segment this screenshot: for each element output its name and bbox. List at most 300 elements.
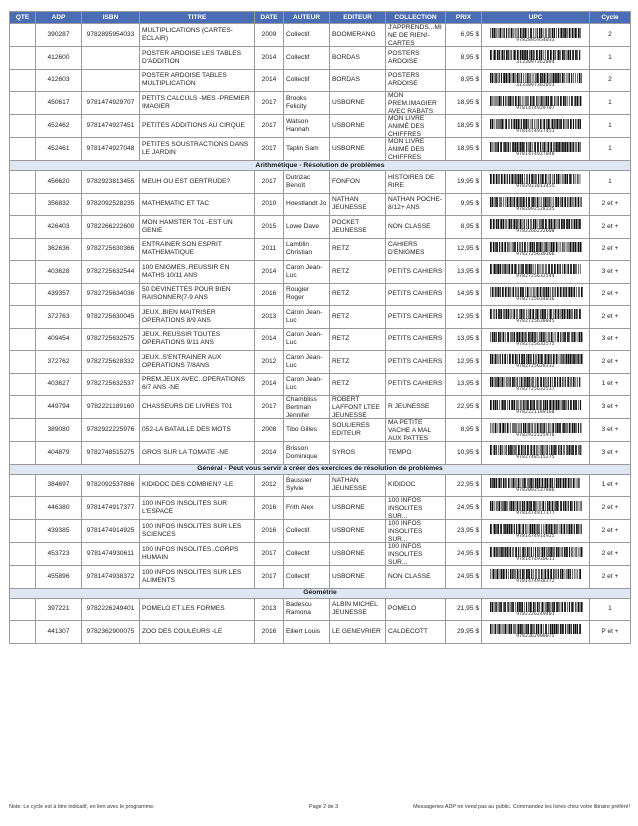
upc-cell bbox=[482, 92, 590, 115]
publisher-cell bbox=[330, 306, 386, 329]
title-cell bbox=[140, 115, 255, 138]
adp-cell: 404879 bbox=[36, 442, 82, 465]
date-cell: 2013 bbox=[255, 598, 284, 621]
table-row bbox=[10, 238, 631, 261]
section-row bbox=[10, 464, 631, 474]
barcode-number: 9782748515275 bbox=[516, 455, 555, 461]
barcode bbox=[484, 73, 587, 88]
qty-cell bbox=[10, 115, 36, 138]
isbn-cell: 9782725628332 bbox=[82, 351, 140, 374]
table-row bbox=[10, 520, 631, 543]
title-text: 100 INFOS INSOLITES SUR L'ESPACE bbox=[142, 500, 228, 515]
date-cell: 2016 bbox=[255, 283, 284, 306]
publisher-cell bbox=[330, 171, 386, 194]
adp-cell: 372762 bbox=[36, 351, 82, 374]
barcode-number: 9782266222600 bbox=[516, 229, 555, 235]
title-cell bbox=[140, 92, 255, 115]
collection-text: R JEUNESSE bbox=[388, 403, 430, 411]
header-date: DATE bbox=[255, 12, 284, 24]
collection-text: 100 INFOS INSOLITES SUR... bbox=[388, 543, 423, 565]
collection-cell bbox=[386, 138, 446, 161]
table-row bbox=[10, 497, 631, 520]
header-auteur: AUTEUR bbox=[284, 12, 330, 24]
barcode-number: 9782092537886 bbox=[516, 487, 555, 493]
title-cell bbox=[140, 474, 255, 497]
date-cell: 2016 bbox=[255, 497, 284, 520]
barcode-number: 9782092528235 bbox=[516, 206, 555, 212]
date-cell: 2017 bbox=[255, 566, 284, 589]
price-cell: 8,95 $ bbox=[446, 419, 482, 442]
cycle-cell: 2 et + bbox=[590, 497, 631, 520]
price-cell: 6,95 $ bbox=[446, 24, 482, 47]
section-row bbox=[10, 588, 631, 598]
price-cell: 24,95 $ bbox=[446, 566, 482, 589]
publisher-text: RETZ bbox=[332, 380, 350, 388]
isbn-cell: 9782092528235 bbox=[82, 193, 140, 216]
adp-cell: 356832 bbox=[36, 193, 82, 216]
upc-cell bbox=[482, 24, 590, 47]
publisher-text: USBORNE bbox=[332, 572, 365, 580]
publisher-cell bbox=[330, 598, 386, 621]
title-cell bbox=[140, 497, 255, 520]
publisher-cell bbox=[330, 474, 386, 497]
title-cell bbox=[140, 283, 255, 306]
barcode-number: 9782725632537 bbox=[516, 386, 555, 392]
publisher-text: NATHAN JEUNESSE bbox=[332, 196, 367, 212]
author-text: Elliert Louis bbox=[286, 627, 321, 635]
header-cycle: Cycle bbox=[590, 12, 631, 24]
barcode-graphic bbox=[489, 28, 583, 38]
publisher-text: SYROS bbox=[332, 448, 356, 456]
price-cell: 29,95 $ bbox=[446, 621, 482, 644]
author-text: Chambliss Bertman Jennifer bbox=[286, 396, 317, 418]
cycle-cell: 1 bbox=[590, 171, 631, 194]
isbn-cell: 9782266222600 bbox=[82, 216, 140, 239]
publisher-text: RETZ bbox=[332, 335, 350, 343]
collection-cell bbox=[386, 69, 446, 92]
isbn-cell: 9782895954033 bbox=[82, 24, 140, 47]
barcode bbox=[484, 624, 587, 639]
author-cell bbox=[284, 306, 330, 329]
barcode bbox=[484, 197, 587, 212]
price-cell: 24,95 $ bbox=[446, 497, 482, 520]
upc-cell bbox=[482, 566, 590, 589]
barcode bbox=[484, 287, 587, 302]
collection-text: MON PREM.IMAGIER AVEC RABATS bbox=[388, 92, 437, 114]
barcode bbox=[484, 478, 587, 493]
qty-cell bbox=[10, 442, 36, 465]
publisher-text: RETZ bbox=[332, 312, 350, 320]
author-cell bbox=[284, 419, 330, 442]
qty-cell bbox=[10, 497, 36, 520]
publisher-text: SOULIERES EDITEUR bbox=[332, 422, 370, 437]
barcode-number: 9781474929707 bbox=[516, 105, 555, 111]
barcode-graphic bbox=[489, 478, 583, 488]
barcode-graphic bbox=[489, 524, 583, 534]
publisher-text: RETZ bbox=[332, 290, 350, 298]
footer-note: Note: Le cycle est à titre indicatif, en lien avec le programme. bbox=[9, 804, 155, 810]
date-cell: 2014 bbox=[255, 47, 284, 70]
collection-cell bbox=[386, 520, 446, 543]
cycle-cell: 1 bbox=[590, 92, 631, 115]
table-row bbox=[10, 115, 631, 138]
collection-text: 100 INFOS INSOLITES SUR... bbox=[388, 497, 423, 519]
author-cell bbox=[284, 283, 330, 306]
barcode bbox=[484, 332, 587, 347]
publisher-cell bbox=[330, 373, 386, 396]
cycle-cell: 3 et + bbox=[590, 419, 631, 442]
collection-text: MA PETITE VACHE A MAL AUX PATTES bbox=[388, 419, 431, 441]
date-cell: 2012 bbox=[255, 474, 284, 497]
qty-cell bbox=[10, 92, 36, 115]
title-cell bbox=[140, 193, 255, 216]
qty-cell bbox=[10, 566, 36, 589]
barcode-graphic bbox=[489, 142, 583, 152]
publisher-text: FONFON bbox=[332, 177, 360, 185]
cycle-cell: 2 et + bbox=[590, 193, 631, 216]
header-titre: TITRE bbox=[140, 12, 255, 24]
cycle-cell: 2 et + bbox=[590, 238, 631, 261]
barcode bbox=[484, 569, 587, 584]
collection-cell bbox=[386, 47, 446, 70]
barcode-graphic bbox=[489, 219, 583, 229]
title-text: ZOO DES COULEURS -LE bbox=[142, 627, 223, 635]
collection-cell bbox=[386, 283, 446, 306]
price-cell: 13,95 $ bbox=[446, 328, 482, 351]
barcode bbox=[484, 524, 587, 539]
barcode-graphic bbox=[489, 332, 583, 342]
adp-cell: 450617 bbox=[36, 92, 82, 115]
isbn-cell: 9782725632544 bbox=[82, 261, 140, 284]
title-text: POMELO ET LES FORMES bbox=[142, 605, 225, 613]
barcode-number: 9782725632575 bbox=[516, 341, 555, 347]
isbn-cell: 9781474927451 bbox=[82, 115, 140, 138]
adp-cell: 449794 bbox=[36, 396, 82, 419]
title-cell bbox=[140, 419, 255, 442]
price-cell: 8,95 $ bbox=[446, 216, 482, 239]
adp-cell: 453723 bbox=[36, 543, 82, 566]
author-cell bbox=[284, 261, 330, 284]
title-cell bbox=[140, 261, 255, 284]
collection-cell bbox=[386, 115, 446, 138]
adp-cell: 426403 bbox=[36, 216, 82, 239]
table-header-row bbox=[10, 12, 631, 24]
cycle-cell: P et + bbox=[590, 621, 631, 644]
date-cell: 2014 bbox=[255, 261, 284, 284]
barcode-graphic bbox=[489, 423, 583, 433]
table-row bbox=[10, 621, 631, 644]
author-text: Badescu Ramona bbox=[286, 601, 312, 617]
barcode-graphic bbox=[489, 569, 583, 579]
barcode-number: 9782221189160 bbox=[516, 409, 555, 415]
collection-cell bbox=[386, 306, 446, 329]
publisher-cell bbox=[330, 621, 386, 644]
price-cell: 13,95 $ bbox=[446, 373, 482, 396]
cycle-cell: 1 et + bbox=[590, 373, 631, 396]
footer-disclaimer: Messageries ADP ne vend pas au public. Commandez les livres chez votre libraire préféré! bbox=[413, 804, 630, 810]
date-cell: 2017 bbox=[255, 396, 284, 419]
cycle-cell: 2 et + bbox=[590, 283, 631, 306]
barcode-number: 9782725628332 bbox=[516, 364, 555, 370]
barcode bbox=[484, 377, 587, 392]
adp-cell: 390287 bbox=[36, 24, 82, 47]
date-cell: 2017 bbox=[255, 138, 284, 161]
isbn-cell: 9782922225976 bbox=[82, 419, 140, 442]
upc-cell bbox=[482, 520, 590, 543]
barcode-number: 3133097362084 bbox=[516, 60, 555, 66]
author-text: Caron Jean-Luc bbox=[286, 353, 323, 369]
publisher-cell bbox=[330, 497, 386, 520]
collection-text: HISTOIRES DE RIRE bbox=[388, 173, 435, 189]
author-cell bbox=[284, 621, 330, 644]
title-cell bbox=[140, 328, 255, 351]
table-row bbox=[10, 171, 631, 194]
qty-cell bbox=[10, 419, 36, 442]
author-cell bbox=[284, 497, 330, 520]
qty-cell bbox=[10, 373, 36, 396]
collection-cell bbox=[386, 598, 446, 621]
title-text: JEUX..S'ENTRAINER AUX OPERATIONS 7/8ANS bbox=[142, 353, 222, 369]
title-text: POSTER ARDOISE LES TABLES D'ADDITION bbox=[142, 49, 242, 65]
title-cell bbox=[140, 621, 255, 644]
upc-cell bbox=[482, 419, 590, 442]
publisher-cell bbox=[330, 69, 386, 92]
publisher-text: BORDAS bbox=[332, 76, 360, 84]
publisher-text: RETZ bbox=[332, 267, 350, 275]
author-text: Collectif bbox=[286, 31, 310, 39]
collection-text: CAHIERS D'ENIGMES bbox=[388, 241, 425, 257]
title-text: POSTER ARDOISE TABLES MULTIPLICATION bbox=[142, 72, 227, 88]
header-prix: PRIX bbox=[446, 12, 482, 24]
publisher-text: USBORNE bbox=[332, 504, 365, 512]
upc-cell bbox=[482, 598, 590, 621]
barcode-graphic bbox=[489, 73, 583, 83]
isbn-cell: 9782725630045 bbox=[82, 306, 140, 329]
barcode-number: 9782922225976 bbox=[516, 432, 555, 438]
author-cell bbox=[284, 396, 330, 419]
author-text: Baussier Sylvie bbox=[286, 477, 312, 493]
collection-text: KIDIDOC bbox=[388, 481, 416, 489]
publisher-cell bbox=[330, 115, 386, 138]
collection-cell bbox=[386, 261, 446, 284]
author-text: Collectif bbox=[286, 527, 310, 535]
collection-text: PETITS CAHIERS bbox=[388, 290, 443, 298]
table-row bbox=[10, 442, 631, 465]
qty-cell bbox=[10, 24, 36, 47]
header-adp: ADP bbox=[36, 12, 82, 24]
isbn-cell: 9782362900075 bbox=[82, 621, 140, 644]
publisher-cell bbox=[330, 328, 386, 351]
collection-cell bbox=[386, 419, 446, 442]
cycle-cell: 3 et + bbox=[590, 261, 631, 284]
table-row bbox=[10, 283, 631, 306]
adp-cell: 384697 bbox=[36, 474, 82, 497]
upc-cell bbox=[482, 442, 590, 465]
date-cell: 2013 bbox=[255, 306, 284, 329]
cycle-cell: 3 et + bbox=[590, 396, 631, 419]
barcode bbox=[484, 400, 587, 415]
price-cell: 10,95 $ bbox=[446, 442, 482, 465]
date-cell: 2017 bbox=[255, 92, 284, 115]
publisher-cell bbox=[330, 442, 386, 465]
author-cell bbox=[284, 171, 330, 194]
publisher-cell bbox=[330, 47, 386, 70]
barcode bbox=[484, 28, 587, 43]
author-text: Lowe Dave bbox=[286, 222, 319, 230]
author-text: Tibo Gilles bbox=[286, 426, 317, 434]
qty-cell bbox=[10, 138, 36, 161]
title-cell bbox=[140, 306, 255, 329]
table-row bbox=[10, 351, 631, 374]
author-text: Brooks Felicity bbox=[286, 95, 307, 110]
publisher-text: USBORNE bbox=[332, 145, 365, 153]
publisher-cell bbox=[330, 193, 386, 216]
isbn-cell: 9782748515275 bbox=[82, 442, 140, 465]
author-cell bbox=[284, 216, 330, 239]
qty-cell bbox=[10, 621, 36, 644]
price-cell: 8,95 $ bbox=[446, 69, 482, 92]
date-cell: 2009 bbox=[255, 24, 284, 47]
title-text: 100 INFOS INSOLITES..CORPS HUMAIN bbox=[142, 546, 239, 561]
title-text: MULTIPLICATIONS (CARTES-ECLAIR) bbox=[142, 27, 233, 42]
barcode bbox=[484, 174, 587, 189]
barcode-number: 9781474914925 bbox=[516, 533, 555, 539]
qty-cell bbox=[10, 193, 36, 216]
cycle-cell: 2 et + bbox=[590, 216, 631, 239]
qty-cell bbox=[10, 543, 36, 566]
barcode bbox=[484, 354, 587, 369]
cycle-cell: 1 bbox=[590, 47, 631, 70]
isbn-cell: 9781474929707 bbox=[82, 92, 140, 115]
author-text: Watson Hannah bbox=[286, 118, 310, 133]
barcode bbox=[484, 264, 587, 279]
qty-cell bbox=[10, 47, 36, 70]
barcode-graphic bbox=[489, 50, 583, 60]
collection-text: POMELO bbox=[388, 605, 417, 613]
collection-cell bbox=[386, 328, 446, 351]
author-cell bbox=[284, 351, 330, 374]
barcode-graphic bbox=[489, 174, 583, 184]
publisher-text: LE GENEVRIER bbox=[332, 627, 381, 635]
adp-cell: 452462 bbox=[36, 115, 82, 138]
publisher-cell bbox=[330, 92, 386, 115]
date-cell: 2017 bbox=[255, 171, 284, 194]
publisher-text: USBORNE bbox=[332, 99, 365, 107]
collection-text: J'APPRENDS...MI NE DE RIEN!-CARTES bbox=[388, 24, 442, 46]
isbn-cell: 9781474927048 bbox=[82, 138, 140, 161]
collection-text: 100 INFOS INSOLITES SUR... bbox=[388, 520, 423, 542]
title-cell bbox=[140, 520, 255, 543]
title-cell bbox=[140, 47, 255, 70]
title-cell bbox=[140, 543, 255, 566]
price-cell: 18,95 $ bbox=[446, 138, 482, 161]
collection-cell bbox=[386, 474, 446, 497]
header-isbn: ISBN bbox=[82, 12, 140, 24]
author-text: Caron Jean-Luc bbox=[286, 331, 323, 347]
author-cell bbox=[284, 238, 330, 261]
author-text: Collectif bbox=[286, 572, 310, 580]
title-text: JEUX..BIEN MAITRISER OPERATIONS 8/9 ANS bbox=[142, 308, 216, 324]
table-row bbox=[10, 24, 631, 47]
price-cell: 12,95 $ bbox=[446, 351, 482, 374]
barcode bbox=[484, 445, 587, 460]
publisher-text: POCKET JEUNESSE bbox=[332, 218, 367, 234]
barcode bbox=[484, 309, 587, 324]
section-row bbox=[10, 161, 631, 171]
title-text: GROS SUR LA TOMATE -NE bbox=[142, 448, 229, 456]
header-collection: COLLECTION bbox=[386, 12, 446, 24]
barcode-number: 3133097362053 bbox=[516, 82, 555, 88]
adp-cell: 389080 bbox=[36, 419, 82, 442]
qty-cell bbox=[10, 238, 36, 261]
table-row bbox=[10, 193, 631, 216]
collection-text: PETITS CAHIERS bbox=[388, 357, 443, 365]
barcode bbox=[484, 219, 587, 234]
collection-cell bbox=[386, 621, 446, 644]
table-row bbox=[10, 47, 631, 70]
publisher-text: USBORNE bbox=[332, 122, 365, 130]
author-text: Caron Jean-Luc bbox=[286, 376, 323, 392]
date-cell: 2011 bbox=[255, 238, 284, 261]
cycle-cell: 3 et + bbox=[590, 442, 631, 465]
publisher-text: BORDAS bbox=[332, 53, 360, 61]
upc-cell bbox=[482, 193, 590, 216]
author-cell bbox=[284, 24, 330, 47]
barcode-graphic bbox=[489, 119, 583, 129]
collection-cell bbox=[386, 216, 446, 239]
barcode bbox=[484, 119, 587, 134]
title-cell bbox=[140, 216, 255, 239]
author-text: Rougier Roger bbox=[286, 286, 310, 302]
qty-cell bbox=[10, 171, 36, 194]
title-text: MEUH OU EST GERTRUDE? bbox=[142, 177, 231, 185]
adp-cell: 362636 bbox=[36, 238, 82, 261]
barcode-graphic bbox=[489, 547, 583, 557]
date-cell: 2014 bbox=[255, 328, 284, 351]
table-row bbox=[10, 373, 631, 396]
price-cell: 22,95 $ bbox=[446, 396, 482, 419]
adp-cell: 403627 bbox=[36, 373, 82, 396]
publisher-cell bbox=[330, 283, 386, 306]
date-cell: 2014 bbox=[255, 442, 284, 465]
barcode-graphic bbox=[489, 354, 583, 364]
section-title: Général - Peut vous servir à créer des exercices de résolution de problèmes bbox=[10, 464, 631, 474]
price-cell: 13,95 $ bbox=[446, 261, 482, 284]
barcode-number: 9782725634036 bbox=[516, 296, 555, 302]
page-footer bbox=[9, 804, 630, 816]
author-cell bbox=[284, 373, 330, 396]
adp-cell: 412603 bbox=[36, 69, 82, 92]
barcode bbox=[484, 602, 587, 617]
barcode-graphic bbox=[489, 96, 583, 106]
publisher-text: RETZ bbox=[332, 245, 350, 253]
date-cell: 2008 bbox=[255, 419, 284, 442]
collection-text: PETITS CAHIERS bbox=[388, 335, 443, 343]
upc-cell bbox=[482, 306, 590, 329]
qty-cell bbox=[10, 474, 36, 497]
collection-cell bbox=[386, 373, 446, 396]
adp-cell: 372763 bbox=[36, 306, 82, 329]
collection-text: PETITS CAHIERS bbox=[388, 312, 443, 320]
barcode-graphic bbox=[489, 624, 583, 634]
author-cell bbox=[284, 598, 330, 621]
cycle-cell: 1 bbox=[590, 138, 631, 161]
header-upc: UPC bbox=[482, 12, 590, 24]
table-row bbox=[10, 138, 631, 161]
title-cell bbox=[140, 138, 255, 161]
isbn-cell: 9782092537886 bbox=[82, 474, 140, 497]
author-cell bbox=[284, 520, 330, 543]
